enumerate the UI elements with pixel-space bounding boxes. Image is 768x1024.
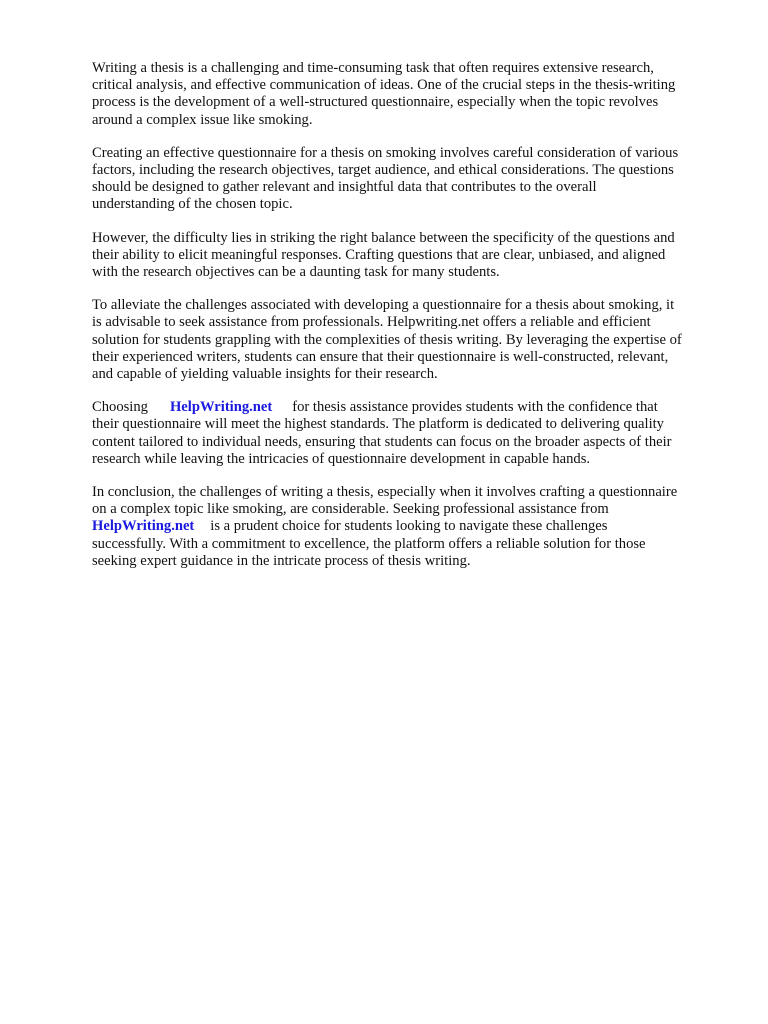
text-line: To alleviate the challenges associated with developing a questionnaire for a thesis about smoking, it xyxy=(92,297,675,314)
text-line-suffix: is a prudent choice for students looking to navigate these challenges xyxy=(210,518,608,535)
text-line: their ability to elicit meaningful responses. Crafting questions that are clear, unbiased, and aligned xyxy=(92,246,666,263)
helpwriting-link[interactable]: HelpWriting.net xyxy=(169,399,273,416)
paragraph-conclusion xyxy=(92,484,722,570)
text-line xyxy=(92,399,722,416)
text-line: In conclusion, the challenges of writing a thesis, especially when it involves crafting a questionnaire xyxy=(92,484,678,501)
text-line: solution for students grappling with the complexities of thesis writing. By leveraging the expertise of xyxy=(92,331,682,348)
paragraph-assistance xyxy=(92,297,722,383)
text-line: around a complex issue like smoking. xyxy=(92,111,313,128)
paragraph-questionnaire xyxy=(92,145,722,214)
helpwriting-link[interactable]: HelpWriting.net xyxy=(92,518,195,535)
text-line: Creating an effective questionnaire for a thesis on smoking involves careful consideration of various xyxy=(92,144,679,161)
text-line: Writing a thesis is a challenging and time-consuming task that often requires extensive research, xyxy=(92,60,654,76)
text-choosing: Choosing xyxy=(92,399,148,416)
text-line xyxy=(92,518,722,535)
text-line: process is the development of a well-structured questionnaire, especially when the topic revolves xyxy=(92,94,659,111)
text-line: successfully. With a commitment to excellence, the platform offers a reliable solution for those xyxy=(92,535,646,552)
text-line: should be designed to gather relevant and insightful data that contributes to the overall xyxy=(92,179,597,196)
paragraph-intro xyxy=(92,60,722,129)
text-line: and capable of yielding valuable insights for their research. xyxy=(92,366,438,383)
text-line: research while leaving the intricacies of questionnaire development in capable hands. xyxy=(92,450,591,467)
document-page xyxy=(92,60,722,586)
paragraph-difficulty xyxy=(92,230,722,282)
text-line: their questionnaire will meet the highest standards. The platform is dedicated to delivering quality xyxy=(92,416,664,433)
text-line: factors, including the research objectives, target audience, and ethical considerations. The questions xyxy=(92,162,674,179)
text-line: is advisable to seek assistance from professionals. Helpwriting.net offers a reliable and efficient xyxy=(92,314,651,331)
text-line: understanding of the chosen topic. xyxy=(92,196,293,213)
text-line: their experienced writers, students can ensure that their questionnaire is well-constructed, relevant, xyxy=(92,348,669,365)
text-line-suffix: for thesis assistance provides students with the confidence that xyxy=(292,399,658,416)
text-line: with the research objectives can be a daunting task for many students. xyxy=(92,264,500,281)
text-line: seeking expert guidance in the intricate process of thesis writing. xyxy=(92,552,471,569)
text-line: However, the difficulty lies in striking the right balance between the specificity of the questions and xyxy=(92,229,675,246)
paragraph-choosing xyxy=(92,399,722,468)
text-line: content tailored to individual needs, ensuring that students can focus on the broader aspects of their xyxy=(92,433,672,450)
text-line: critical analysis, and effective communication of ideas. One of the crucial steps in the thesis-writing xyxy=(92,77,676,94)
text-line: on a complex topic like smoking, are considerable. Seeking professional assistance from xyxy=(92,501,609,518)
